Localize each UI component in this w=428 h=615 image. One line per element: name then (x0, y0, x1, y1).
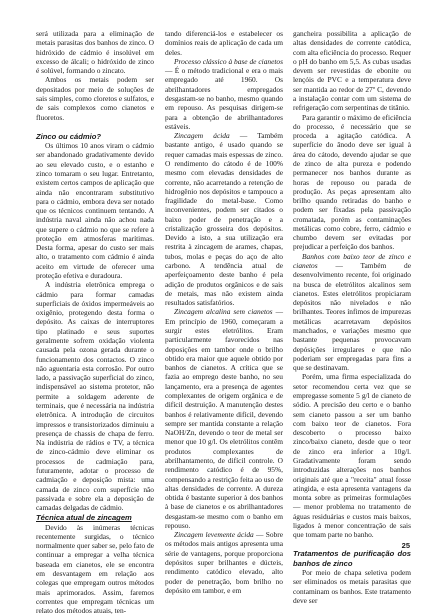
paragraph: A indústria eletrônica emprega o cádmio para formar camadas superficiais de óxidos impermeáveis ao oxigênio, protegendo desta forma o depósito. As caixas de interruptores tipo platinado e seus suportes geralmente sofrem oxidação violenta causada pela ozona gerada durante o funcionamento dos contactos. O zinco não aguentaria esta corrosão. Por outro lado, a passivação superficial do zinco, indispensável ao sistema protetor, não permite a soldagem aderente de terminais, que é necessária na indústria eletrônica. A introdução de circuitos impressos e transistorizados diminuiu a presença de chassis de chapa de ferro. Na indústria de rádios e TV, a técnica de zinco-cádmio deve eliminar os processos de cadmiação para, futuramente, adotar o processo de cadmiação e deposição mista: uma camada de zinco com superfície não passivada e sobre ela a deposição de camadas delgadas de cádmio. (36, 280, 154, 513)
run-in-heading: Zincagem ácida (174, 131, 230, 141)
run-in-heading: Processo clássico à base de cianetos (174, 56, 283, 66)
right-column (293, 29, 411, 605)
paragraph (165, 131, 283, 307)
paragraph: Devido às inúmeras técnicas recentemente surgidas, o técnico normalmente quer saber se, pelo fato de continuar a empregar a velha técnica baseada em cianetos, ele se encontra em desvantagem em relação aos colegas que empregam outros métodos mais aprimorados. Assim, faremos correntes que empregam técnicas um relato dos métodos atuais, ten- (36, 522, 154, 615)
section-heading: Tratamentos de purificação dos banhos de zinco (293, 549, 411, 568)
paragraph (165, 307, 283, 530)
paragraph: Porém, uma firma especializada do setor recomendou certa vez que se empregasse somente 5 g/l de cianeto de sódio. A precisão deu certo e o banho sem cianeto passou a ser um banho com baixo teor de cianetos. Fora descoberto o processo baixo zinco/baixo cianeto, desde que o teor de zinco era inferior a 10g/l. Gradativamente foram sendo introduzidas alterações nos banhos originais até que a "receita" atual fosse atingida, e esta apresenta vantagens da monta sobre as primeiras formulações — menor problema no tratamento de águas residuárias e custos mais baixos, ligados à menor concentração de sais que tomam parte no banho. (293, 372, 411, 540)
paragraph-text: — Em princípio de 1960, começaram a surgir estes eletrólitos. Eram particularmente favorecidos nas deposições em tambor onde o brilho obtido era maior que aquele obtido por banhos de cianetos. A crítica que se fazia ao emprego deste banho, no seu lançamento, era a presença de agentes complexantes de origem orgânica e de difícil destruição. A manutenção destes banhos é relativamente difícil, devendo sempre ser mantida constante a relação NaOH/Zn, devendo o teor de metal ser menor que 10 g/l. Os eletrólitos contêm produtos complexantes de abrilhantamento, de difícil controle. O rendimento catódico é de 95%, compensando a restrição feita ao uso de altas densidades de corrente. A dureza obtida é bastante superior à dos banhos à base de cianetos e os abrilhantadores desgastam-se mesmo com o banho em repouso. (165, 307, 283, 530)
run-in-heading: Zincagem alcalina sem cianetos (174, 307, 273, 317)
section-heading: Zinco ou cádmio? (36, 131, 101, 141)
paragraph: Por meio de chapa seletiva podem ser eliminados os metais parasitas que contaminam os banhos. Este tratamento deve ser (293, 568, 411, 605)
paragraph: Para garantir o máximo de eficiência do processo, é necessário que se proceda a agitação catódica. A superfície do ânodo deve ser igual à área do cátodo, devendo ajudar se que de zinco de alta pureza e podendo permanecer nos banhos durante as horas de repouso ou parada de produção. As peças apresentam alto brilho quando retiradas do banho e podem ser fixadas pela passivação cromatada, porém as contaminações metálicas como cobre, ferro, cádmio e chumbo devem ser evitadas por prejudicar a perfeição dos banhos. (293, 112, 411, 252)
paragraph (165, 530, 283, 595)
page-number: 25 (401, 541, 410, 550)
run-in-heading: Banhos com baixo teor de zinco e cianetos (293, 251, 411, 271)
run-in-heading: Zincagem levemente ácida (174, 530, 254, 540)
spacer (36, 122, 154, 131)
paragraph: Os últimos 10 anos viram o cádmio ser abandonado gradativamente devido ao seu elevado custo, e o estanho e zinco tomaram o seu lugar. Entretanto, existem certos campos de aplicação que ainda não encontraram substitutivo para o cádmio, embora deva ser notado que os técnicos continuem tentando. A indústria naval ainda não achou nada que supere o cádmio no que se refere à proteção em atmosferas marítimas. Desta forma, apesar do custo ser mais alto, o tratamento com cádmio é ainda aceito em virtude de oferecer uma proteção efetiva e duradoura. (36, 141, 154, 281)
paragraph-text: — Sobre os métodos mais antigos apresenta uma série de vantagens, porque proporciona depósitos super brilhantes e dúcteis, rendimento catódico elevado, alto poder de penetração, bom brilho no depósito em tambor, e em (165, 530, 283, 595)
paragraph: Ambos os metais podem ser depositados por meio de soluções de sais simples, como cloretos e sulfatos, e de sais complexos como cianetos e fluoretos. (36, 75, 154, 122)
paragraph-text: — É o método tradicional e era o mais empregado até 1960. Os abrilhantadores empregados desgastam-se no banho, mesmo quando em repouso. As pesquisas dirigem-se para a obtenção de abrilhantadores estáveis. (165, 66, 283, 131)
paragraph: gancheira possibilita a aplicação de altas densidades de corrente catódica, com alta eficiência do processo. Requer o pH do banho em 5,5. As cubas usadas devem ser revestidas de ebonite ou lençóis de PVC e a temperatura deve ser mantida ao redor de 27º C, devendo a instalação contar com um sistema de refrigeração com serpentinas de titânio. (293, 29, 411, 113)
paragraph-text: — Também bastante antigo, é usado quando se requer camadas mais espessas de zinco. O rendimento do cátodo é de 100% mesmo com elevadas densidades de corrente, não acarretando a retenção de hidrogênio nos depósitos e tampouco a fragilidade do metal-base. Como inconvenientes, podem ser citados o baixo poder de penetração e a cristalização grosseira dos depósitos. Devido a isto, a sua utilização era restrita à zincagem de arames, chapas, tubos, molas e peças do aço de alto carbono. A tendência atual de aperfeiçoamento deste banho é pela adição de produtos orgânicos e de sais de metais, mas não existem ainda resultados satisfatórios. (165, 131, 283, 308)
left-column (36, 29, 154, 615)
middle-column (165, 29, 283, 595)
paragraph: tando diferenciá-los e estabelecer os domínios reais de aplicação de cada um deles. (165, 29, 283, 57)
paragraph (165, 57, 283, 131)
section-heading: Técnica atual de zincagem (36, 513, 132, 523)
spacer (293, 539, 411, 548)
paragraph: será utilizada para a eliminação de metais parasitas dos banhos de zinco. O hidróxido de cádmio é insolúvel em excesso de álcali; o hidróxido de zinco é solúvel, formando o zincato. (36, 29, 154, 76)
paragraph-text: — Também de desenvolvimento recente, foi originado na busca de eletrólitos alcalinos sem cianetos. Estes eletrólitos propiciaram depósitos não nivelados e não brilhantes. Teores ínfimos de impurezas metálicas acarretavam depósitos manchados, e variações mesmo que bastante pequenas provocavam depósições irregulares e que não poderiam ser empregadas para fins a que se destinavam. (293, 261, 411, 373)
paragraph (293, 252, 411, 373)
